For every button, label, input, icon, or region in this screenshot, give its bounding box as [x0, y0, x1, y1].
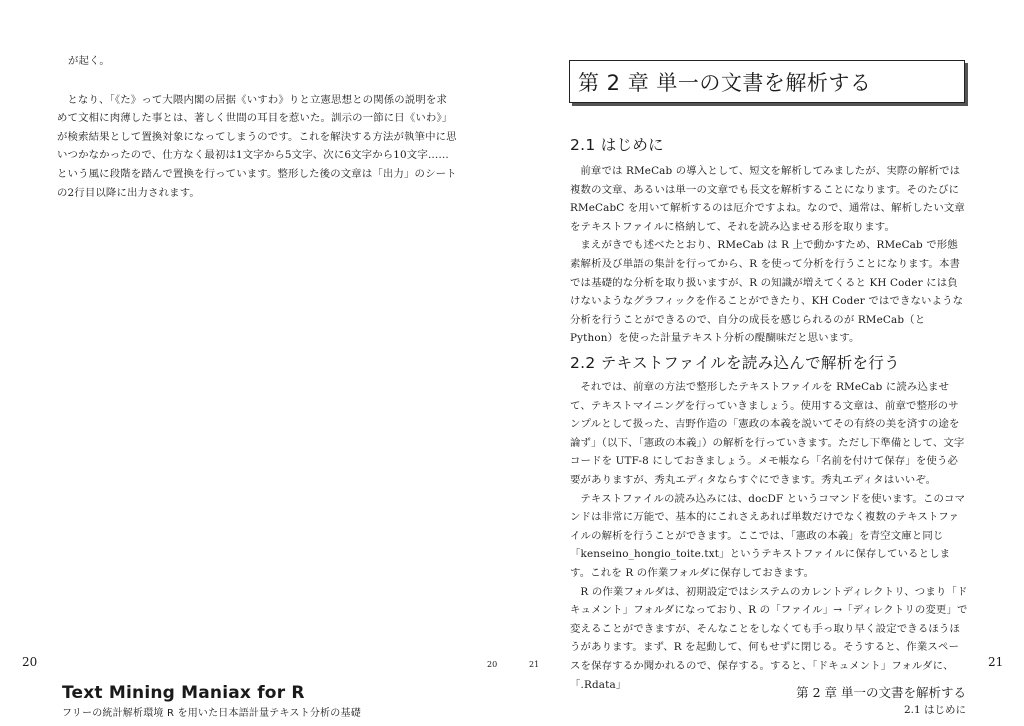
section-paragraph: 前章では RMeCab の導入として、短文を解析してみましたが、実際の解析では複数の文章、あるいは単一の文章でも長文を解析することになります。そのたびに RMeCabC を用いて解析するのは厄介ですよね。なので、通常は、解析したい文章をテキストファイルに格納して、それを読み込ませる形を取ります。	[570, 165, 965, 233]
running-footer-chapter: 第 2 章 単一の文書を解析する	[796, 685, 966, 700]
book-subtitle: フリーの統計解析環境 R を用いた日本語計量テキスト分析の基礎	[62, 708, 361, 719]
left-gutter-page-number: 20	[487, 660, 498, 669]
section-paragraph: R の作業フォルダは、初期設定ではシステムのカレントディレクトリ、つまり「ドキュメント」フォルダになっており、R の「ファイル」→「ディレクトリの変更」で変えることができますが、そんなことをしなくても手っ取り早く設定できるほうほうがあります。まず、R を起動して、何もせずに閉じる。そうすると、作業スペースを保存するか聞かれるので、保存する。すると、「ドキュメント」フォルダに、「.Rdata」	[570, 585, 968, 691]
running-footer-section: 2.1 はじめに	[903, 704, 966, 716]
section-heading-2-1: 2.1 はじめに	[570, 136, 664, 154]
left-paragraph: が起く。	[68, 55, 110, 67]
right-gutter-page-number: 21	[529, 660, 540, 669]
section-2-2-body	[570, 378, 968, 694]
left-page-text	[57, 52, 457, 202]
section-2-1-body	[570, 162, 968, 348]
section-paragraph: それでは、前章の方法で整形したテキストファイルを RMeCab に読み込ませて、テキストマイニングを行っていきましょう。使用する文章は、前章で整形のサンプルとして扱った、吉野作造の「憲政の本義を説いてその有終の美を済すの途を論ず」（以下、「憲政の本義」）の解析を行っていきます。ただし下準備として、文字コードを UTF-8 にしておきましょう。メモ帳なら「名前を付けて保存」を使う必要がありますが、秀丸エディタならすぐにできます。秀丸エディタはいいぞ。	[570, 381, 965, 486]
right-page	[512, 0, 1024, 726]
section-heading-2-2: 2.2 テキストファイルを読み込んで解析を行う	[570, 354, 900, 372]
section-paragraph: まえがきでも述べたとおり、RMeCab は R 上で動かすため、RMeCab で形態素解析及び単語の集計を行ってから、R を使って分析を行うことになります。本書では基礎的な分析を取り扱いますが、R の知識が増えてくると KH Coder には負けないようなグラフィックを作ることができたり、KH Coder ではできないような分析を行うことができるので、自分の成長を感じられるのが RMeCab（と Python）を使った計量テキスト分析の醍醐味だと思います。	[570, 239, 964, 345]
left-page-number: 20	[22, 655, 38, 669]
left-paragraph: となり、「《た》って大隈内閣の居据《いすわ》りと立憲思想との関係の説明を求めて文相に肉薄した事とは、著しく世間の耳目を惹いた。訓示の一節に日《いわ》」が検索結果として置換対象になってしまうのです。これを解決する方法が執筆中に思いつかなかったので、仕方なく最初は1文字から5文字、次に6文字から10文字……という風に段階を踏んで置換を行っています。整形した後の文章は「出力」のシートの2行目以降に出力されます。	[57, 93, 457, 199]
book-title: Text Mining Maniax for R	[62, 683, 305, 703]
right-page-number: 21	[988, 655, 1004, 669]
chapter-title: 第 2 章 単一の文書を解析する	[569, 60, 965, 103]
section-paragraph: テキストファイルの読み込みには、docDF というコマンドを使います。このコマンドは非常に万能で、基本的にこれさえあれば単数だけでなく複数のテキストファイルの解析を行うことができます。ここでは、「憲政の本義」を青空文庫と同じ「kenseino_hongio_toite.txt」というテキストファイルに保存しているとします。これを R の作業フォルダに保存しておきます。	[570, 492, 966, 579]
